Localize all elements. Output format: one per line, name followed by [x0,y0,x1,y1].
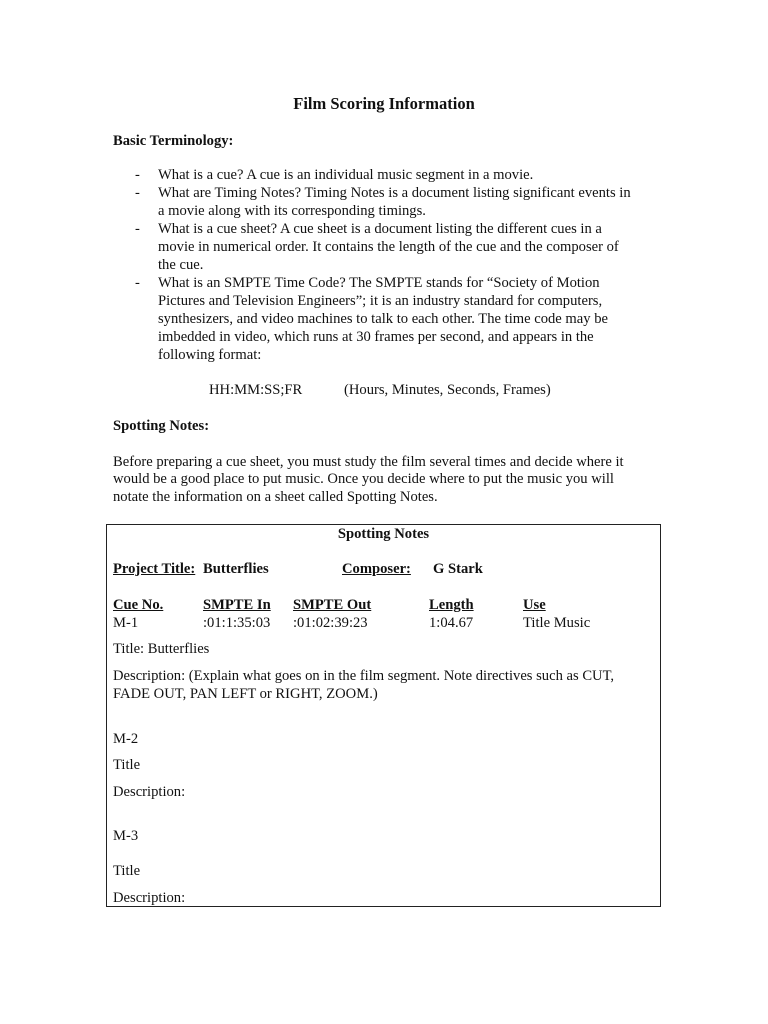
form-heading: Spotting Notes [337,526,430,542]
m1-description-line: FADE OUT, PAN LEFT or RIGHT, ZOOM.) [113,686,378,702]
use-value: Title Music [523,615,591,631]
column-header-smpte-in: SMPTE In [203,597,271,613]
term-line: a movie along with its corresponding timings. [158,203,426,219]
m2-label: M-2 [113,731,139,747]
spotting-paragraph-line: notate the information on a sheet called Spotting Notes. [113,489,438,505]
spotting-notes-form [106,524,661,907]
cue-number: M-1 [113,615,139,631]
timecode-format-description: (Hours, Minutes, Seconds, Frames) [344,382,551,398]
column-header-smpte-out: SMPTE Out [293,597,372,613]
term-line: Pictures and Television Engineers”; it is an industry standard for computers, [158,293,603,309]
m2-title: Title [113,757,141,773]
term-line: following format: [158,347,262,363]
bullet-dash: - [135,167,140,183]
term-line: What are Timing Notes? Timing Notes is a document listing significant events in [158,185,631,201]
term-line: What is a cue? A cue is an individual music segment in a movie. [158,167,534,183]
term-line: What is a cue sheet? A cue sheet is a document listing the different cues in a [158,221,602,237]
spotting-paragraph-line: Before preparing a cue sheet, you must study the film several times and decide where it [113,454,624,470]
project-title-label: Project Title: [113,561,196,577]
m2-description: Description: [113,784,186,800]
m3-title: Title [113,863,141,879]
m1-title: Title: Butterflies [113,641,210,657]
bullet-dash: - [135,275,140,291]
column-header-length: Length [429,597,474,613]
basic-terminology-heading: Basic Terminology: [113,133,234,149]
smpte-in-value: :01:1:35:03 [203,615,271,631]
term-line: synthesizers, and video machines to talk to each other. The time code may be [158,311,608,327]
spotting-notes-heading: Spotting Notes: [113,418,210,434]
term-line: What is an SMPTE Time Code? The SMPTE stands for “Society of Motion [158,275,600,291]
composer-label: Composer: [342,561,411,577]
term-line: movie in numerical order. It contains the length of the cue and the composer of [158,239,619,255]
spotting-paragraph-line: would be a good place to put music. Once you decide where to put the music you will [113,471,614,487]
column-header-use: Use [523,597,546,613]
bullet-dash: - [135,221,140,237]
m3-description: Description: [113,890,186,906]
timecode-format: HH:MM:SS;FR [209,382,303,398]
document-title: Film Scoring Information [293,94,475,113]
m1-description-line: Description: (Explain what goes on in the film segment. Note directives such as CUT, [113,668,615,684]
length-value: 1:04.67 [429,615,474,631]
column-header-cue-no: Cue No. [113,597,164,613]
bullet-dash: - [135,185,140,201]
term-line: imbedded in video, which runs at 30 frames per second, and appears in the [158,329,594,345]
term-line: the cue. [158,257,204,273]
smpte-out-value: :01:02:39:23 [293,615,368,631]
composer-value: G Stark [433,561,483,577]
m3-label: M-3 [113,828,139,844]
project-title-value: Butterflies [203,561,269,577]
